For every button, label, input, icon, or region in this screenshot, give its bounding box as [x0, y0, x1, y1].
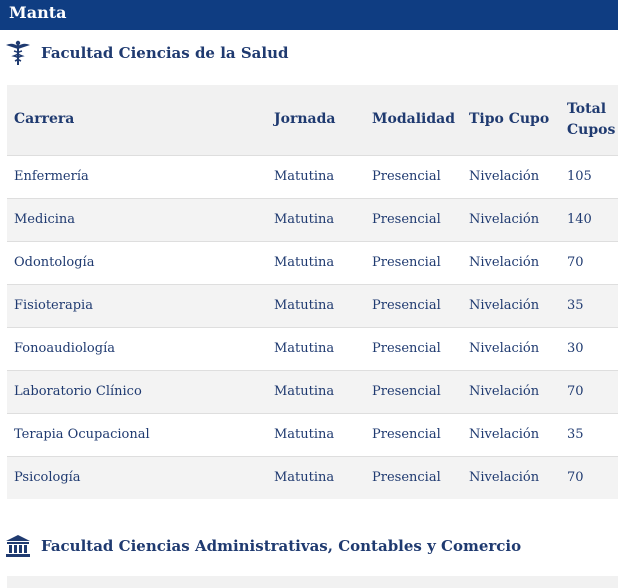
table-row [7, 456, 618, 499]
cell-total-cupos: 105 [567, 169, 592, 184]
table-row [7, 155, 618, 198]
cell-modalidad: Presencial [372, 470, 441, 486]
cell-tipo-cupo: Nivelación [469, 384, 540, 399]
cell-total-cupos: 70 [567, 384, 584, 399]
cell-jornada: Matutina [274, 298, 335, 313]
cell-carrera: Fonoaudiología [14, 341, 115, 356]
column-header-carrera: Carrera [14, 111, 75, 128]
cell-total-cupos: 70 [567, 470, 584, 486]
careers-table-container [7, 85, 618, 499]
section-header-salud [0, 39, 618, 67]
institution-building-icon [1, 534, 35, 558]
cell-total-cupos: 70 [567, 255, 584, 270]
cell-modalidad: Presencial [372, 341, 441, 356]
cell-total-cupos: 30 [567, 341, 584, 356]
cell-total-cupos: 140 [567, 212, 592, 227]
careers-table [7, 85, 618, 499]
table-row [7, 327, 618, 370]
table-row [7, 241, 618, 284]
cell-jornada: Matutina [274, 169, 335, 184]
cell-modalidad: Presencial [372, 212, 441, 227]
cell-tipo-cupo: Nivelación [469, 470, 540, 486]
column-header-jornada: Jornada [274, 111, 336, 128]
table-row [7, 413, 618, 456]
cell-carrera: Medicina [14, 212, 76, 227]
cell-tipo-cupo: Nivelación [469, 212, 540, 227]
table-row [7, 284, 618, 327]
cell-modalidad: Presencial [372, 384, 441, 399]
cell-jornada: Matutina [274, 255, 335, 270]
table-row [7, 370, 618, 413]
cell-tipo-cupo: Nivelación [469, 255, 540, 270]
cell-jornada: Matutina [274, 427, 335, 442]
cell-tipo-cupo: Nivelación [469, 427, 540, 442]
cell-carrera: Psicología [14, 470, 81, 486]
cell-modalidad: Presencial [372, 255, 441, 270]
caduceus-icon [1, 40, 35, 66]
cell-jornada: Matutina [274, 341, 335, 356]
cell-modalidad: Presencial [372, 169, 441, 184]
cell-carrera: Enfermería [14, 169, 89, 184]
cell-total-cupos: 35 [567, 427, 584, 442]
next-table-header-stub [7, 576, 618, 588]
column-header-modalidad: Modalidad [372, 111, 455, 128]
cell-jornada: Matutina [274, 212, 335, 227]
cell-tipo-cupo: Nivelación [469, 169, 540, 184]
section-title: Facultad Ciencias de la Salud [41, 44, 289, 62]
cell-modalidad: Presencial [372, 427, 441, 442]
cell-carrera: Terapia Ocupacional [14, 427, 150, 442]
cell-jornada: Matutina [274, 384, 335, 399]
cell-tipo-cupo: Nivelación [469, 298, 540, 313]
section-header-administrativas [0, 532, 618, 560]
table-header-row [7, 85, 618, 155]
cell-carrera: Odontología [14, 255, 95, 270]
column-header-total-cupos: Total Cupos [567, 100, 616, 138]
section-title: Facultad Ciencias Administrativas, Contables y Comercio [41, 537, 522, 555]
table-row [7, 198, 618, 241]
cell-modalidad: Presencial [372, 298, 441, 313]
cell-tipo-cupo: Nivelación [469, 341, 540, 356]
cell-carrera: Laboratorio Clínico [14, 384, 142, 399]
column-header-tipo-cupo: Tipo Cupo [469, 111, 550, 128]
cell-carrera: Fisioterapia [14, 298, 93, 313]
cell-jornada: Matutina [274, 470, 335, 486]
cell-total-cupos: 35 [567, 298, 584, 313]
city-header-bar [0, 0, 618, 30]
city-title: Manta [9, 3, 67, 22]
